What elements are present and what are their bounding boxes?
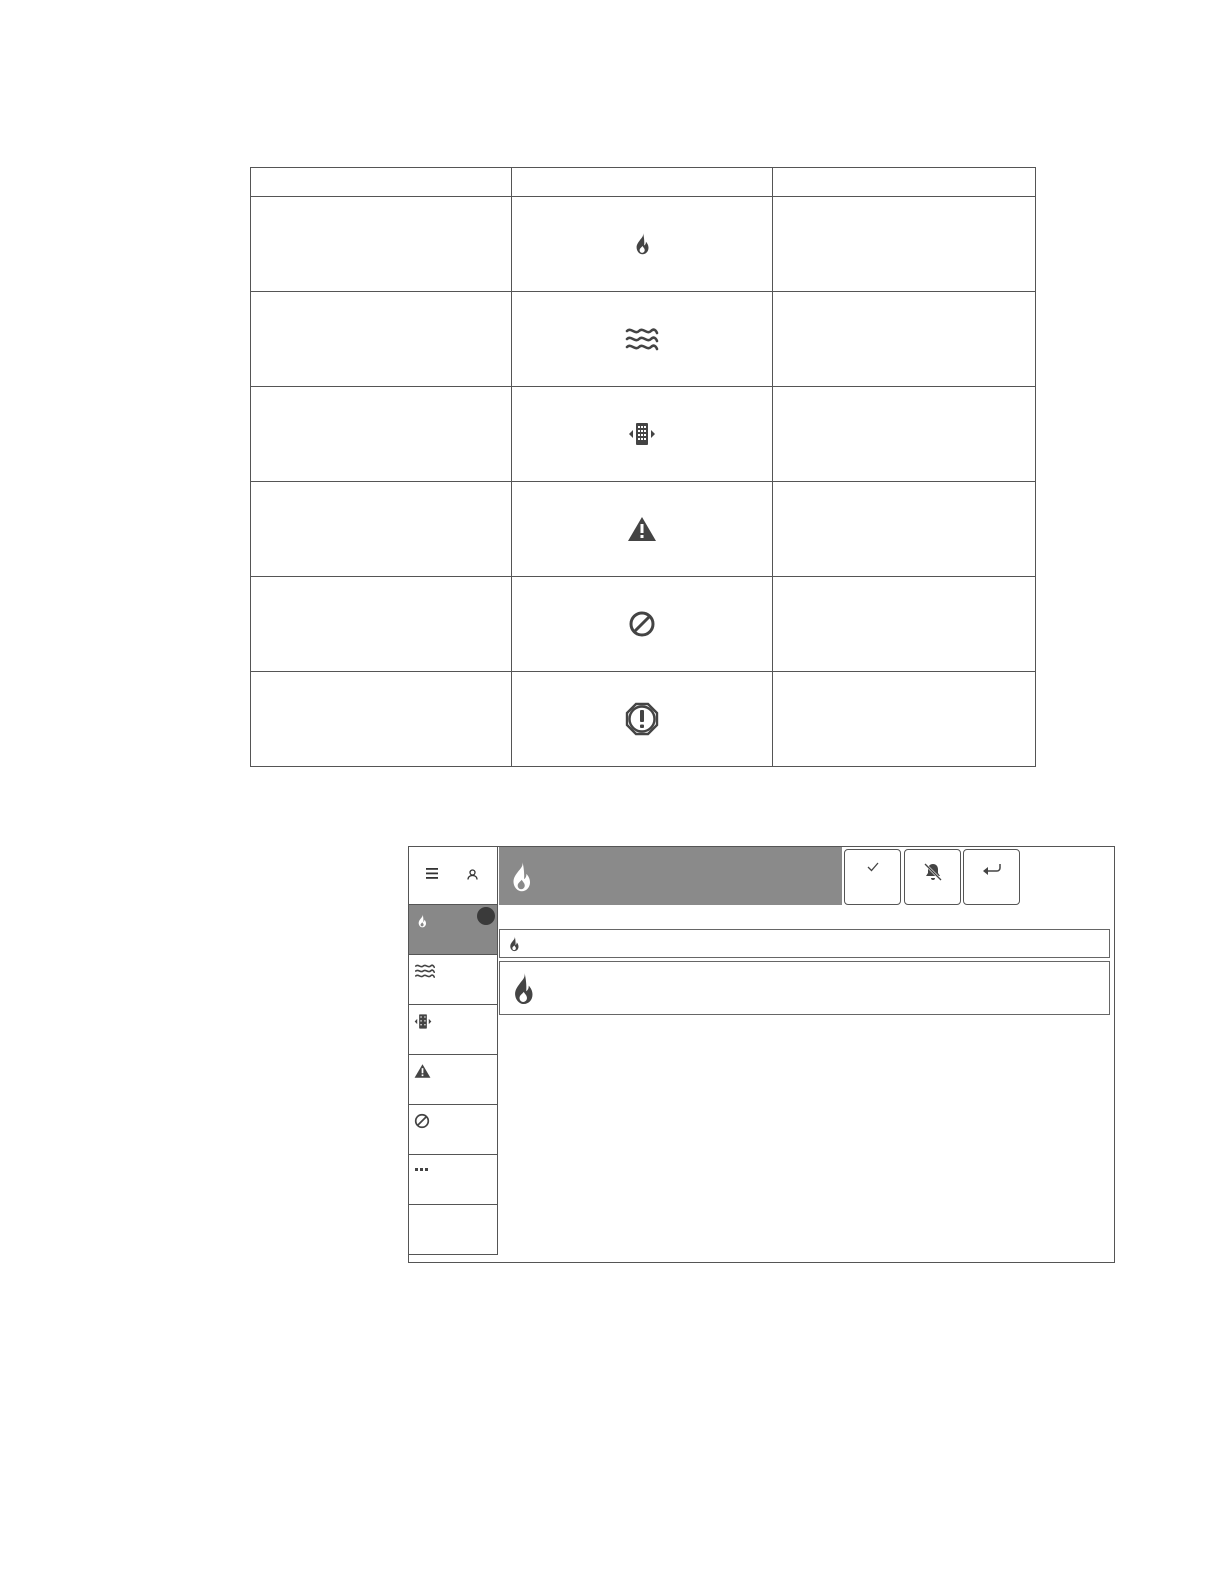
- sidebar-item-disabled[interactable]: [409, 1105, 498, 1155]
- alarm-header-banner: [499, 847, 842, 905]
- table-cell: [773, 292, 1036, 387]
- icon-legend-table: [250, 167, 1036, 767]
- bell-slash-icon: [923, 862, 943, 882]
- table-cell: [251, 387, 512, 482]
- supervisory-alert-icon: [625, 702, 659, 736]
- table-cell: [251, 197, 512, 292]
- silence-button[interactable]: [904, 849, 961, 905]
- table-cell: [773, 482, 1036, 577]
- table-cell: [251, 672, 512, 767]
- disabled-circle-icon: [628, 610, 656, 638]
- icon-cell: [512, 387, 773, 482]
- header-cell: [773, 168, 1036, 197]
- fire-icon: [414, 913, 430, 929]
- sidebar-item-device[interactable]: [409, 1005, 498, 1055]
- menu-bar: [409, 847, 498, 905]
- header-cell: [512, 168, 773, 197]
- user-icon[interactable]: [467, 869, 478, 880]
- acknowledge-button[interactable]: [844, 849, 901, 905]
- event-summary-row[interactable]: [499, 929, 1110, 958]
- category-sidebar: [409, 905, 498, 1255]
- return-arrow-icon: [982, 862, 1002, 876]
- table-header-row: [251, 168, 1036, 197]
- device-module-icon: [414, 1013, 432, 1030]
- sidebar-item-gas[interactable]: [409, 955, 498, 1005]
- event-detail-row[interactable]: [499, 961, 1110, 1015]
- icon-cell: [512, 482, 773, 577]
- table-cell: [773, 577, 1036, 672]
- header-cell: [251, 168, 512, 197]
- gas-waves-icon: [414, 963, 436, 979]
- table-row: [251, 577, 1036, 672]
- table-cell: [251, 482, 512, 577]
- count-badge: [477, 907, 495, 925]
- check-icon: [867, 862, 879, 872]
- warning-triangle-icon: [627, 515, 657, 543]
- table-cell: [251, 577, 512, 672]
- table-row: [251, 387, 1036, 482]
- panel-screen-mockup: [408, 846, 1115, 1263]
- sidebar-item-empty[interactable]: [409, 1205, 498, 1255]
- fire-icon: [629, 230, 655, 258]
- table-row: [251, 672, 1036, 767]
- table-cell: [251, 292, 512, 387]
- more-dots-icon: [414, 1163, 430, 1175]
- warning-triangle-icon: [414, 1063, 431, 1079]
- table-row: [251, 197, 1036, 292]
- table-row: [251, 292, 1036, 387]
- table-cell: [773, 672, 1036, 767]
- reset-button[interactable]: [963, 849, 1020, 905]
- table-row: [251, 482, 1036, 577]
- gas-waves-icon: [625, 326, 659, 352]
- disabled-circle-icon: [414, 1113, 430, 1129]
- device-module-icon: [628, 421, 656, 447]
- table-cell: [773, 197, 1036, 292]
- sidebar-item-fault[interactable]: [409, 1055, 498, 1105]
- hamburger-menu-icon[interactable]: [426, 868, 438, 879]
- sidebar-item-more[interactable]: [409, 1155, 498, 1205]
- fire-icon: [505, 934, 523, 954]
- fire-icon: [503, 859, 539, 895]
- icon-cell: [512, 197, 773, 292]
- icon-cell: [512, 672, 773, 767]
- table-cell: [773, 387, 1036, 482]
- fire-icon: [504, 970, 542, 1008]
- icon-cell: [512, 292, 773, 387]
- sidebar-item-fire[interactable]: [409, 905, 498, 955]
- icon-cell: [512, 577, 773, 672]
